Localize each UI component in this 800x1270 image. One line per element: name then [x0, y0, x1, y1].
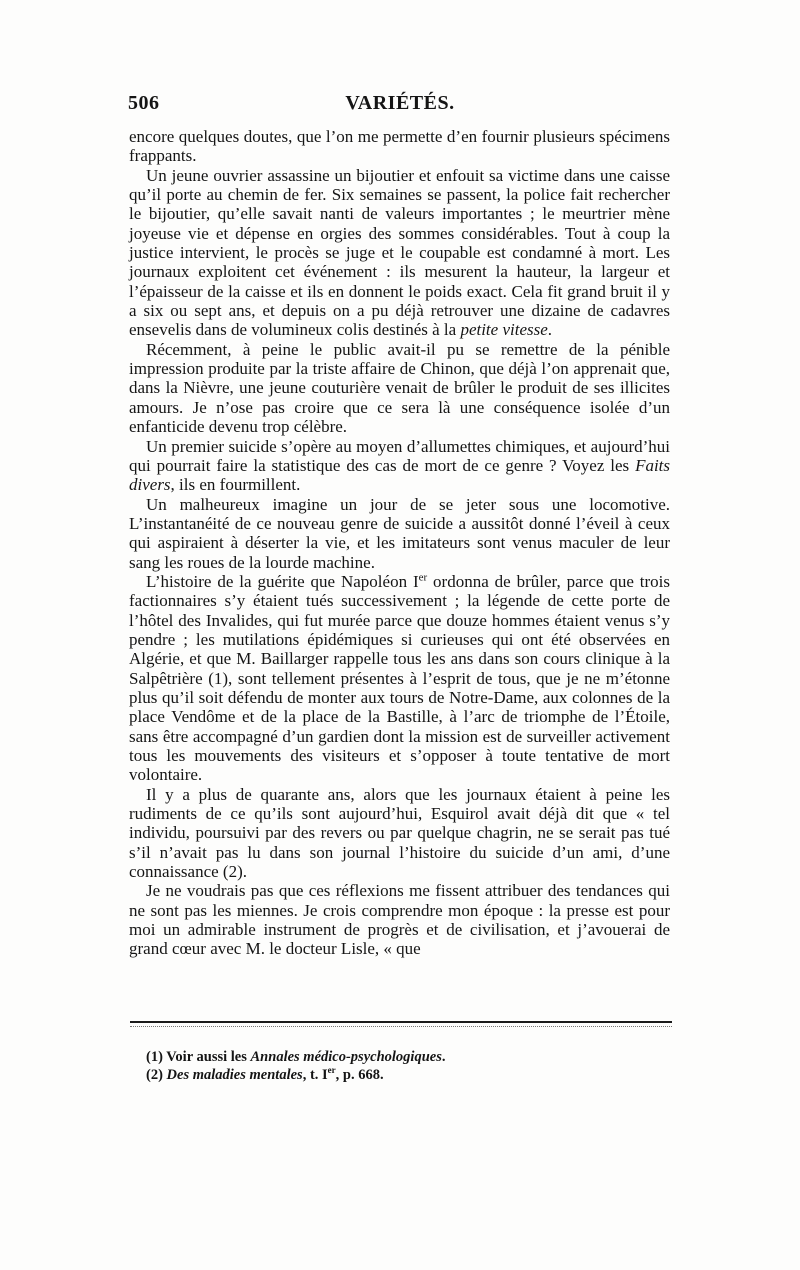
- paragraph-8: Je ne voudrais pas que ces réflexions me fissent attribuer des tendances qui ne sont pas les miennes. Je crois comprendre mon époque : la presse est pour moi un admirable instrument de progrès et de civilisation, et j’avouerai de grand cœur avec M. le docteur Lisle, « que: [129, 881, 670, 959]
- paragraph-7: Il y a plus de quarante ans, alors que les journaux étaient à peine les rudiments de ce qu’ils sont aujourd’hui, Esquirol avait déjà dit que « tel individu, poursuivi par des revers ou par quelque chagrin, ne se serait pas tué s’il n’avait pas lu dans son journal l’histoire du suicide d’un ami, d’une connaissance (2).: [129, 784, 670, 882]
- paragraph-1: encore quelques doutes, que l’on me permette d’en fournir plusieurs spécimens frappants.: [129, 127, 670, 166]
- footnote-1-italic: Annales médico-psychologiques: [250, 1049, 442, 1065]
- footnote-2-italic: Des maladies mentales: [166, 1067, 303, 1083]
- paragraph-4: [129, 437, 670, 495]
- footnote-rule-dotted: [130, 1026, 672, 1027]
- paragraph-4-text: Un premier suicide s’opère au moyen d’allumettes chimiques, et aujourd’hui qui pourrait faire la statistique des cas de mort de ce genre ? Voyez les: [129, 436, 670, 475]
- paragraph-6-start: L’histoire de la guérite que Napoléon I: [146, 571, 419, 591]
- paragraph-5: Un malheureux imagine un jour de se jeter sous une locomotive. L’instantanéité de ce nouveau genre de suicide a aussitôt donné l’éveil à ceux qui aspiraient à déserter la vie, et les imitateurs sont venus maculer de leur sang les roues de la lourde machine.: [129, 494, 670, 572]
- body-text: [129, 127, 670, 959]
- footnote-1-number: (1): [146, 1049, 163, 1065]
- footnote-1: [146, 1048, 666, 1066]
- paragraph-3: Récemment, à peine le public avait-il pu se remettre de la pénible impression produite par la triste affaire de Chinon, que déjà l’on apprenait que, dans la Nièvre, une jeune couturière venait de brûler le produit de ses illicites amours. Je n’ose pas croire que ce sera là une conséquence isolée d’un enfanticide devenu trop célèbre.: [129, 339, 670, 437]
- footnote-2-text: , t. I: [302, 1067, 328, 1083]
- footnote-1-text: Voir aussi les: [166, 1049, 247, 1065]
- paragraph-2-text: Un jeune ouvrier assassine un bijoutier et enfouit sa victime dans une caisse qu’il porte au chemin de fer. Six semaines se passent, la police fait rechercher le bijoutier, qu’elle savait nanti de valeurs importantes ; le meurtrier mène joyeuse vie et dépense en orgies des sommes considérables. Tout à coup la justice intervient, le procès se juge et le coupable est condamné à mort. Les journaux exploitent cet événement : ils mesurent la hauteur, la largeur et l’épaisseur de la caisse et ils en donnent le poids exact. Cela fit grand bruit il y a six ou sept ans, et depuis on a pu déjà retrouver une dizaine de cadavres ensevelis dans de volumineux colis destinés à la: [129, 165, 670, 340]
- paragraph-2-end: .: [547, 320, 553, 340]
- footnote-2: [146, 1066, 666, 1084]
- footnote-2-end: , p. 668.: [335, 1067, 384, 1083]
- footnote-1-end: .: [441, 1049, 446, 1065]
- paragraph-2: [129, 166, 670, 340]
- paragraph-4-italic: Faits divers: [129, 455, 671, 495]
- footnotes: [146, 1048, 666, 1084]
- paragraph-6: [129, 572, 670, 785]
- paragraph-2-italic: petite vitesse: [460, 320, 548, 340]
- footnote-2-number: (2): [146, 1067, 163, 1083]
- footnote-rule: [130, 1021, 672, 1023]
- paragraph-4-end: , ils en fourmillent.: [170, 475, 301, 495]
- page-number: 506: [128, 92, 160, 114]
- running-title: VARIÉTÉS.: [345, 92, 455, 114]
- footnote-2-sup: er: [327, 1065, 336, 1076]
- paragraph-6-sup: er: [418, 571, 428, 584]
- running-head: [128, 92, 672, 120]
- paragraph-6-text: ordonna de brûler, parce que trois factionnaires s’y étaient tués successivement ; la légende de cette porte de l’hôtel des Invalides, qui fut murée parce que douze hommes étaient venus s’y pendre ; les mutilations épidémiques si curieuses qui ont été observées en Algérie, et que M. Baillarger rappelle tous les ans dans son cours clinique à la Salpêtrière (1), sont tellement présentes à l’esprit de tous, que je ne m’étonne plus qu’il soit défendu de monter aux tours de Notre-Dame, aux colonnes de la place Vendôme et de la place de la Bastille, à l’arc de triomphe de l’Étoile, sans être accompagné d’un gardien dont la mission est de surveiller activement tous les mouvements des visiteurs et s’opposer à toute tentative de mort volontaire.: [129, 571, 670, 785]
